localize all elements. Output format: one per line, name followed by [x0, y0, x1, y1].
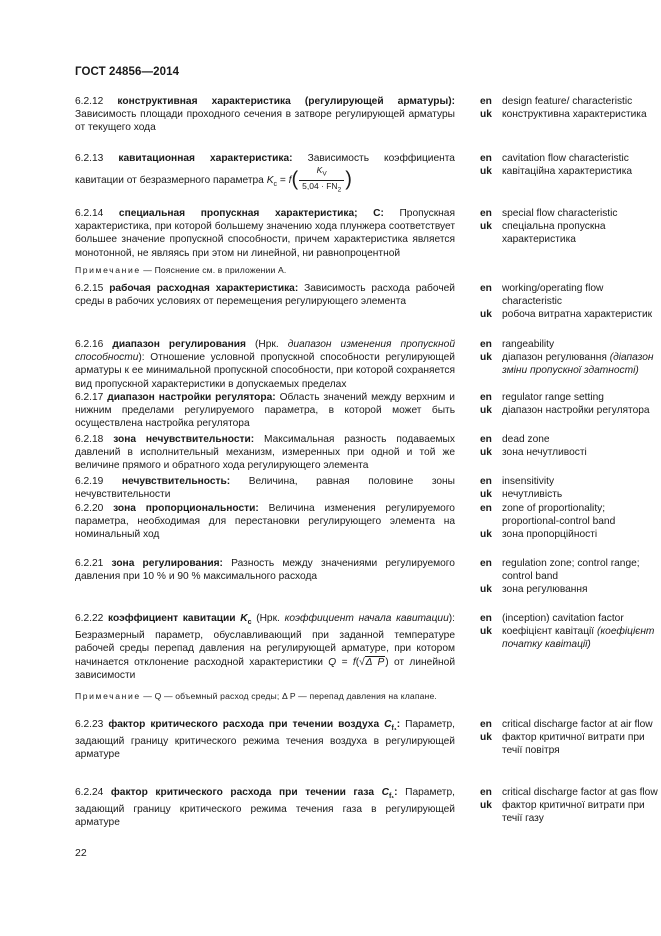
term-number: 6.2.20	[75, 503, 104, 514]
term-note: Примечание — Пояснение см. в приложении А.	[75, 264, 287, 275]
equiv-term: зона регулювання	[502, 584, 588, 596]
lang-code: uk	[480, 447, 492, 459]
term-name: зона регулирования:	[111, 558, 223, 569]
term-equivalents	[480, 338, 661, 378]
term-number: 6.2.19	[75, 476, 104, 487]
equiv-term: зона пропорційності	[502, 529, 598, 541]
equiv-term: design feature/ characteristic	[502, 96, 633, 107]
equiv-term: конструктивна характеристика	[502, 109, 647, 121]
formula: Q = f(√Δ P)	[328, 656, 389, 668]
term-number: 6.2.14	[75, 208, 104, 219]
lang-code: uk	[480, 489, 492, 501]
term-text: 6.2.16 диапазон регулирования (Нрк. диапазон изменения пропускной способности): Отношение условной пропускной способности регулирующей арматуры к ее минимальной пропускной способности, при которой сохраняется вид пропускной характеристики в допускаемых пределах	[75, 339, 455, 390]
term-number: 6.2.22	[75, 613, 104, 624]
term-name: фактор критического расхода при течении воздуха	[108, 719, 380, 730]
term-equivalents	[480, 786, 661, 826]
term-definition: Зависимость площади проходного сечения в затворе регулирующей арматуры от текущего хода	[75, 109, 455, 134]
equiv-term: insensitivity	[502, 476, 555, 487]
lang-code: en	[480, 558, 492, 569]
lang-code: en	[480, 208, 492, 219]
term-number: 6.2.23	[75, 719, 104, 730]
lang-code: uk	[480, 732, 492, 744]
lang-code: en	[480, 434, 492, 445]
term-definition: Разность между значениями регулируемого давления при 10 % и 90 % максимального расхода	[75, 558, 455, 583]
equiv-term: діапазон регулювання	[502, 352, 607, 364]
term-number: 6.2.24	[75, 787, 104, 798]
equiv-term: special flow characteristic	[502, 208, 618, 219]
term-equivalents	[480, 95, 661, 121]
formula: $K_c = f$( $\frac{K_V}{5,04 \cdot FN_2}$ )	[266, 165, 352, 194]
term-text: 6.2.22 коэффициент кавитации $K_c$ (Нрк. коэффициент начала кавитации): Безразмерный параметр, обуславливающий при заданной температуре рабочей среды перепад давления на регулирующей арматуре, при котором начинается отклонение расходной характеристики Q = f(√Δ P) от линейной зависимости Примечание — Q — объемный расход среды; Δ P — перепад давления на клапане.	[75, 613, 456, 702]
term-equivalents	[480, 391, 661, 417]
term-definition: Зависимость расхода рабочей среды в рабочих условиях от перемещения регулирующего элемента	[75, 283, 455, 308]
term-name: конструктивная характеристика (регулирующей арматуры):	[117, 96, 455, 107]
equiv-term: фактор критичної витрати при течії газу	[502, 800, 645, 825]
term-text	[75, 282, 455, 308]
term-definition: Параметр, задающий границу критического режима течения воздуха в регулирующей арматуре	[75, 719, 455, 761]
term-definition: Величина изменения регулируемого параметра, необходимая для перестановки регулирующего элемента на номинальный ход	[75, 503, 455, 541]
page-number: 22	[75, 847, 87, 859]
term-text	[75, 95, 455, 135]
term-definition-tail: от линейной зависимости	[75, 656, 456, 681]
lang-code: en	[480, 503, 492, 514]
term-equivalents	[480, 152, 661, 178]
term-text: 6.2.23 фактор критического расхода при течении воздуха $C_{f_1}$: Параметр, задающий границу критического режима течения воздуха в регулирующей арматуре	[75, 719, 455, 761]
term-number: 6.2.17	[75, 392, 104, 403]
lang-code: en	[480, 476, 492, 487]
term-equivalents	[480, 433, 661, 459]
lang-code: en	[480, 153, 492, 164]
term-symbol: C	[381, 787, 389, 798]
lang-code: uk	[480, 221, 492, 233]
term-name: диапазон настройки регулятора:	[107, 392, 276, 403]
lang-code: uk	[480, 166, 492, 178]
lang-code: en	[480, 96, 492, 107]
term-definition: Безразмерный параметр, обуславливающий при заданной температуре рабочей среды перепад давления на регулирующей арматуре, при котором начинается отклонение расходной характеристики	[75, 630, 455, 668]
equiv-term: коефіцієнт кавітації	[502, 626, 595, 638]
term-equivalents	[480, 207, 661, 247]
term-symbol: C	[384, 719, 392, 730]
equiv-term: regulation zone; control range; control band	[502, 558, 640, 583]
equiv-term: cavitation flow characteristic	[502, 153, 629, 164]
term-number: 6.2.21	[75, 558, 104, 569]
equiv-term: rangeability	[502, 339, 555, 350]
term-definition: Величина, равная половине зоны нечувствительности	[75, 476, 455, 501]
equiv-term: critical discharge factor at gas flow	[502, 787, 658, 798]
term-equivalents	[480, 557, 661, 597]
term-number: 6.2.18	[75, 434, 104, 445]
term-definition: Область значений между верхним и нижним пределами регулируемого параметра, в которой может быть осуществлена настройка регулятора	[75, 392, 455, 430]
equiv-term: нечутливість	[502, 489, 563, 501]
term-name: зона пропорциональности:	[113, 503, 259, 514]
term-name: диапазон регулирования	[112, 339, 246, 350]
document-header: ГОСТ 24856—2014	[75, 66, 180, 78]
equiv-term: кавітаційна характеристика	[502, 166, 633, 178]
term-equivalents	[480, 612, 661, 652]
term-text	[75, 502, 455, 542]
term-name: зона нечувствительности:	[113, 434, 255, 445]
term-equivalents	[480, 502, 661, 542]
lang-code: uk	[480, 584, 492, 596]
term-name: кавитационная характеристика:	[118, 153, 293, 164]
term-text: 6.2.24 фактор критического расхода при течении газа $C_{f_1}$: Параметр, задающий границу критического режима течения газа в регулирующей арматуре	[75, 787, 455, 829]
lang-code: uk	[480, 529, 492, 541]
term-number: 6.2.13	[75, 153, 104, 164]
term-definition: Отношение условной пропускной способности регулирующей арматуры к ее минимальной пропускной способности, при которой сохраняется вид пропускной характеристики в допускаемых пределах	[75, 352, 455, 390]
lang-code: uk	[480, 352, 492, 364]
lang-code: en	[480, 787, 492, 798]
term-name: фактор критического расхода при течении газа	[110, 787, 375, 798]
term-number: 6.2.15	[75, 283, 104, 294]
lang-code: en	[480, 719, 492, 730]
equiv-alt-term: (діапазон зміни пропускної здатності)	[502, 352, 654, 377]
term-text	[75, 391, 455, 431]
equiv-term: dead zone	[502, 434, 550, 445]
lang-code: en	[480, 283, 492, 294]
term-name: рабочая расходная характеристика:	[109, 283, 299, 294]
term-name: нечувствительность:	[121, 476, 231, 487]
term-equivalents	[480, 718, 661, 758]
equiv-term: critical discharge factor at air flow	[502, 719, 653, 730]
term-text	[75, 207, 455, 276]
term-definition: Пропускная характеристика, при которой большему значению хода плунжера соответствует большее значение пропускной способности, причем характеристика является монотонной, не являясь при этом ни линейной, ни равнопроцентной	[75, 208, 455, 259]
term-number: 6.2.16	[75, 339, 104, 350]
lang-code: uk	[480, 405, 492, 417]
term-text	[75, 152, 455, 196]
term-number: 6.2.12	[75, 96, 104, 107]
term-symbol: K	[240, 613, 248, 624]
equiv-term: фактор критичної витрати при течії повітря	[502, 732, 645, 757]
equiv-term: working/operating flow characteristic	[502, 283, 604, 308]
term-text	[75, 557, 455, 583]
equiv-term: спеціальна пропускна характеристика	[502, 221, 606, 246]
term-text	[75, 433, 455, 473]
lang-code: uk	[480, 800, 492, 812]
lang-code: en	[480, 392, 492, 403]
lang-code: uk	[480, 309, 492, 321]
lang-code: en	[480, 339, 492, 350]
deprecated-term: коэффициент начала кавитации	[284, 613, 449, 624]
term-definition: Параметр, задающий границу критического режима течения газа в регулирующей арматуре	[75, 787, 455, 829]
equiv-term: зона нечутливості	[502, 447, 587, 459]
lang-code: uk	[480, 626, 492, 638]
equiv-term: (inception) cavitation factor	[502, 613, 624, 624]
equiv-alt-term: (коефіцієнт початку кавітації)	[502, 626, 655, 651]
deprecated-term: диапазон изменения пропускной способности	[75, 339, 455, 364]
lang-code: uk	[480, 109, 492, 121]
equiv-term: zone of proportionality; proportional-control band	[502, 503, 616, 528]
term-name: коэффициент кавитации	[108, 613, 236, 624]
term-equivalents	[480, 475, 661, 501]
lang-code: en	[480, 613, 492, 624]
equiv-term: робоча витратна характеристик	[502, 309, 653, 321]
term-definition: Максимальная разность подаваемых давлений в исполнительный механизм, измеренных при одной и той же величине прямого и обратного хода регулирующего элемента	[75, 434, 455, 472]
equiv-term: regulator range setting	[502, 392, 604, 403]
term-note: Примечание — Q — объемный расход среды; Δ P — перепад давления на клапане.	[75, 691, 437, 702]
term-definition: Зависимость коэффициента кавитации от безразмерного параметра	[75, 153, 455, 187]
term-equivalents	[480, 282, 661, 322]
term-text	[75, 475, 455, 501]
equiv-term: діапазон настройки регулятора	[502, 405, 650, 417]
term-name: специальная пропускная характеристика; С:	[118, 208, 384, 219]
